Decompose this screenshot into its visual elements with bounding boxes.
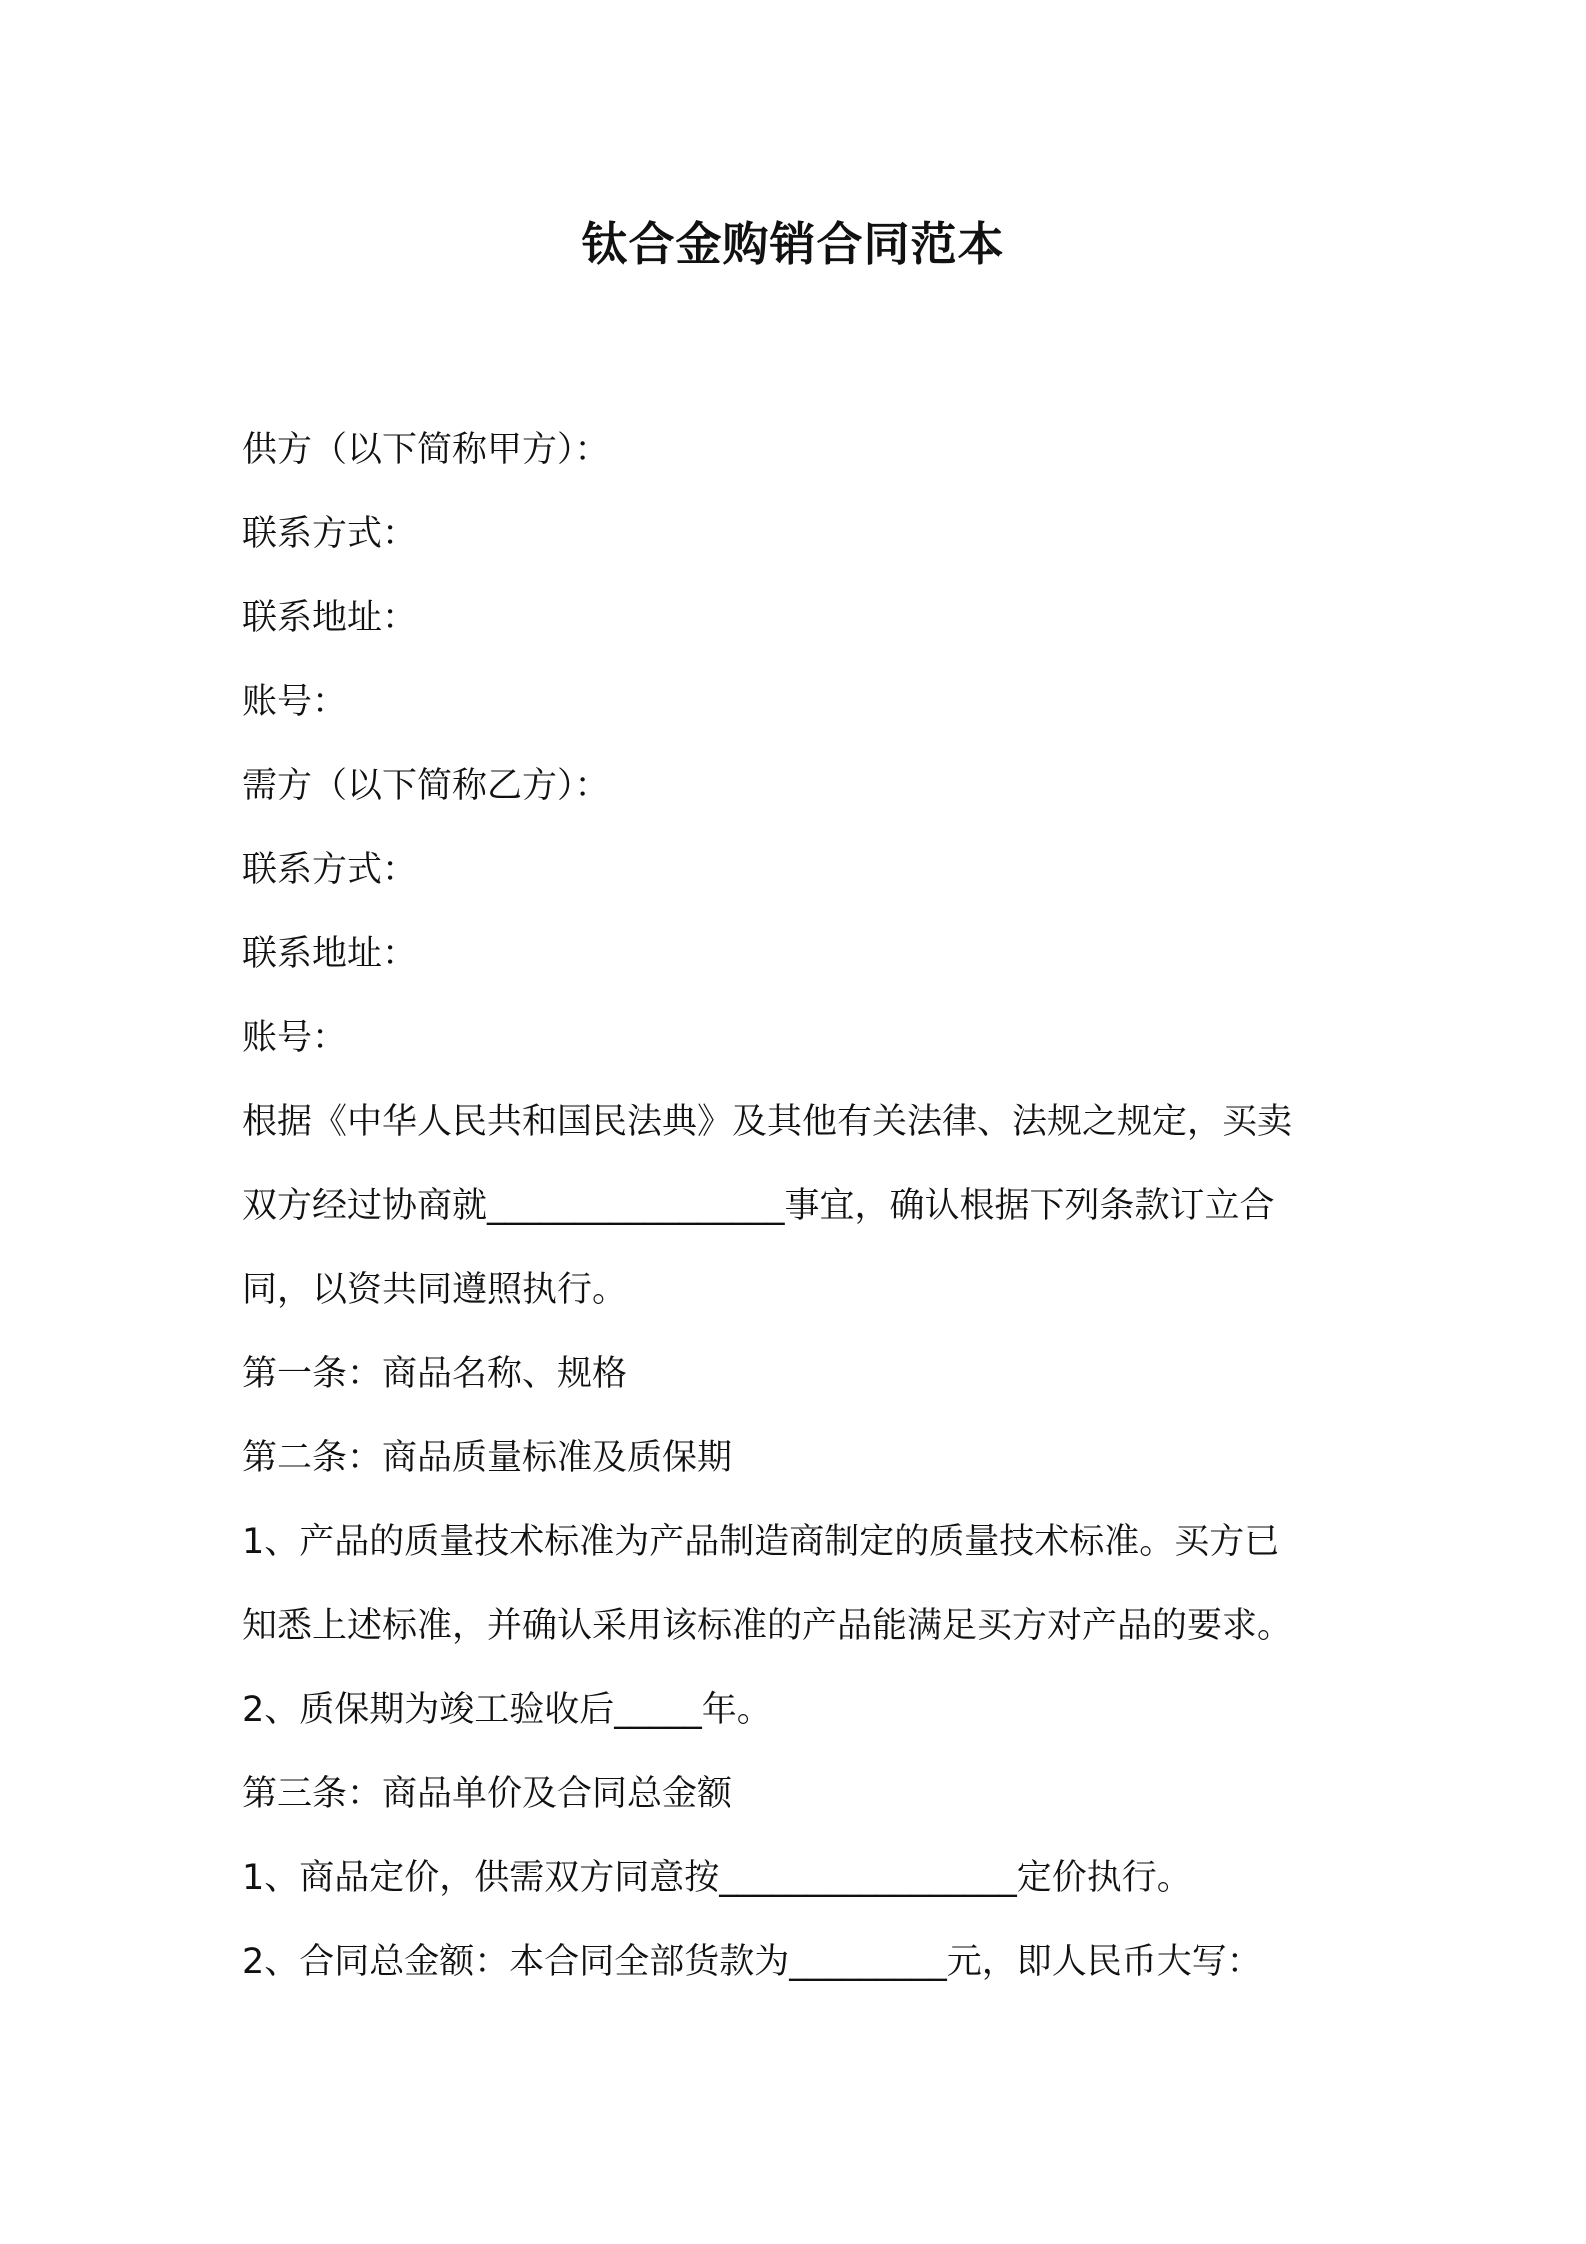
article-3-heading: 第三条：商品单价及合同总金额: [242, 1774, 733, 1814]
article-2-clause-2: 2、质保期为竣工验收后_____年。: [242, 1690, 772, 1730]
buyer-address-line: 联系地址：: [242, 934, 418, 974]
article-1-heading: 第一条：商品名称、规格: [242, 1354, 628, 1394]
document-title: 钛合金购销合同范本: [581, 217, 1005, 271]
article-2-clause-1-line-2: 知悉上述标准，并确认采用该标准的产品能满足买方对产品的要求。: [242, 1606, 1293, 1646]
document-body: [242, 408, 1362, 2004]
buyer-account-line: 账号：: [242, 1018, 348, 1058]
article-2-heading: 第二条：商品质量标准及质保期: [242, 1438, 733, 1478]
preamble-line-2: 双方经过协商就_________________事宜，确认根据下列条款订立合: [242, 1186, 1275, 1226]
supplier-contact-line: 联系方式：: [242, 514, 418, 554]
article-3-clause-2: 2、合同总金额：本合同全部货款为_________元，即人民币大写：: [242, 1942, 1262, 1982]
buyer-line: 需方（以下简称乙方）：: [242, 766, 610, 806]
preamble-line-1: 根据《中华人民共和国民法典》及其他有关法律、法规之规定，买卖: [242, 1102, 1293, 1142]
article-2-clause-1-line-1: 1、产品的质量技术标准为产品制造商制定的质量技术标准。买方已: [242, 1522, 1280, 1562]
buyer-contact-line: 联系方式：: [242, 850, 418, 890]
article-3-clause-1: 1、商品定价，供需双方同意按_________________定价执行。: [242, 1858, 1192, 1898]
supplier-line: 供方（以下简称甲方）：: [242, 430, 610, 470]
supplier-account-line: 账号：: [242, 682, 348, 722]
preamble-line-3: 同，以资共同遵照执行。: [242, 1270, 628, 1310]
supplier-address-line: 联系地址：: [242, 598, 418, 638]
